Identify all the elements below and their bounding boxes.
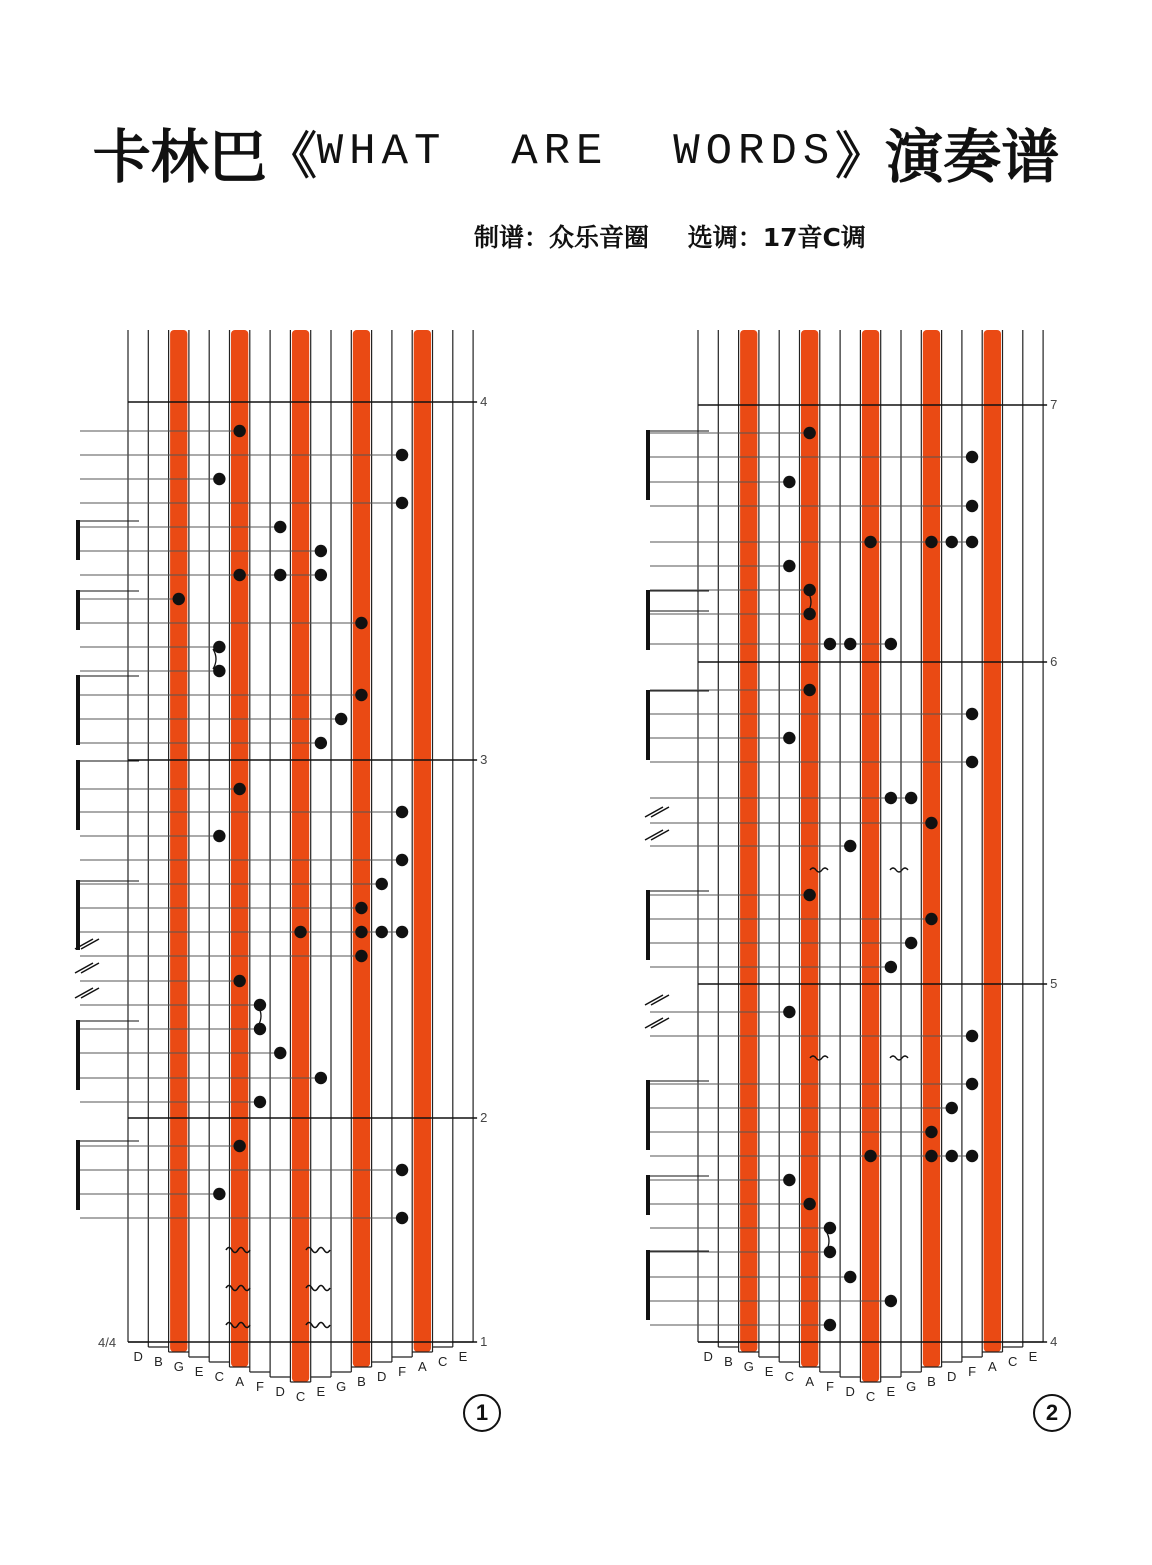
tine-label-D: D bbox=[947, 1369, 957, 1384]
tine-label-G: G bbox=[743, 1359, 754, 1374]
highlight-tine-C bbox=[862, 330, 879, 1382]
note-dot bbox=[966, 536, 978, 548]
tine-label-C: C bbox=[295, 1389, 306, 1404]
note-dot bbox=[864, 1150, 876, 1162]
note-dot bbox=[803, 684, 815, 696]
rhythm-bracket bbox=[646, 1250, 650, 1320]
note-dot bbox=[844, 638, 856, 650]
note-dot bbox=[885, 792, 897, 804]
note-dot bbox=[824, 1246, 836, 1258]
highlight-tine-B bbox=[923, 330, 940, 1367]
tine-label-D: D bbox=[133, 1349, 143, 1364]
note-dot bbox=[844, 1271, 856, 1283]
highlight-tine-G bbox=[740, 330, 757, 1352]
key-label: 选调：17音C调 bbox=[687, 223, 866, 252]
measure-number: 4 bbox=[1050, 1334, 1058, 1349]
note-dot bbox=[783, 476, 795, 488]
tine-label-D: D bbox=[275, 1384, 285, 1399]
note-dot bbox=[966, 1078, 978, 1090]
note-dot bbox=[925, 913, 937, 925]
tine-label-C: C bbox=[437, 1354, 448, 1369]
note-dot bbox=[803, 427, 815, 439]
note-dot bbox=[783, 1006, 795, 1018]
rhythm-bracket bbox=[646, 690, 650, 760]
tine-label-E: E bbox=[194, 1364, 204, 1379]
articulation-mark bbox=[645, 807, 669, 817]
measure-number: 6 bbox=[1050, 654, 1058, 669]
note-dot bbox=[966, 1150, 978, 1162]
tine-label-B: B bbox=[357, 1374, 366, 1389]
tine-label-C: C bbox=[865, 1389, 876, 1404]
tine-label-F: F bbox=[398, 1364, 407, 1379]
tine-label-B: B bbox=[927, 1374, 936, 1389]
tine-label-C: C bbox=[784, 1369, 795, 1384]
tine-label-F: F bbox=[968, 1364, 977, 1379]
tine-label-A: A bbox=[418, 1359, 427, 1374]
tine-label-G: G bbox=[336, 1379, 347, 1394]
note-dot bbox=[803, 1198, 815, 1210]
rhythm-bracket bbox=[646, 430, 650, 500]
title-suffix: 演奏谱 bbox=[885, 123, 1060, 191]
measure-number: 1 bbox=[480, 1334, 488, 1349]
rhythm-bracket bbox=[646, 890, 650, 960]
note-dot bbox=[824, 638, 836, 650]
tine-label-A: A bbox=[805, 1374, 814, 1389]
title-song: WHAT ARE WORDS bbox=[316, 127, 836, 177]
tine-label-E: E bbox=[316, 1384, 326, 1399]
arranger-label: 制谱：众乐音圈 bbox=[474, 223, 650, 252]
note-dot bbox=[783, 1174, 795, 1186]
note-dot bbox=[864, 536, 876, 548]
rhythm-bracket bbox=[646, 1175, 650, 1215]
note-dot bbox=[885, 1295, 897, 1307]
measure-number: 3 bbox=[480, 752, 488, 767]
note-dot bbox=[946, 536, 958, 548]
title-open-quote: 《 bbox=[266, 127, 317, 185]
tine-label-D: D bbox=[703, 1349, 713, 1364]
page-number-badge-1: 1 bbox=[463, 1394, 501, 1432]
note-dot bbox=[824, 1319, 836, 1331]
note-dot bbox=[885, 638, 897, 650]
note-dot bbox=[905, 937, 917, 949]
highlight-tine-A bbox=[984, 330, 1001, 1352]
note-dot bbox=[885, 961, 897, 973]
note-dot bbox=[905, 792, 917, 804]
tremolo-mark bbox=[890, 868, 908, 872]
note-dot bbox=[966, 451, 978, 463]
tine-label-F: F bbox=[825, 1379, 834, 1394]
articulation-mark bbox=[645, 995, 669, 1005]
tine-label-D: D bbox=[377, 1369, 387, 1384]
note-dot bbox=[925, 1150, 937, 1162]
measure-number: 4 bbox=[480, 394, 488, 409]
tine-label-E: E bbox=[764, 1364, 774, 1379]
tine-label-E: E bbox=[886, 1384, 896, 1399]
tine-label-E: E bbox=[458, 1349, 468, 1364]
tine-label-G: G bbox=[906, 1379, 917, 1394]
tine-label-F: F bbox=[255, 1379, 264, 1394]
note-dot bbox=[966, 708, 978, 720]
tine-label-B: B bbox=[724, 1354, 733, 1369]
tine-label-E: E bbox=[1028, 1349, 1038, 1364]
note-dot bbox=[803, 889, 815, 901]
note-dot bbox=[925, 1126, 937, 1138]
note-dot bbox=[966, 1030, 978, 1042]
tremolo-mark bbox=[890, 1056, 908, 1060]
note-dot bbox=[824, 1222, 836, 1234]
rhythm-bracket bbox=[646, 610, 650, 650]
note-dot bbox=[946, 1102, 958, 1114]
tine-label-C: C bbox=[1007, 1354, 1018, 1369]
articulation-mark bbox=[645, 1018, 669, 1028]
measure-number: 2 bbox=[480, 1110, 488, 1125]
note-dot bbox=[946, 1150, 958, 1162]
note-dot bbox=[966, 500, 978, 512]
tine-label-G: G bbox=[173, 1359, 184, 1374]
time-signature: 4/4 bbox=[98, 1335, 117, 1350]
highlight-tine-A bbox=[801, 330, 818, 1367]
measure-number: 7 bbox=[1050, 397, 1058, 412]
tine-label-A: A bbox=[235, 1374, 244, 1389]
note-dot bbox=[966, 756, 978, 768]
note-dot bbox=[925, 536, 937, 548]
rhythm-bracket bbox=[646, 1080, 650, 1150]
measure-number: 5 bbox=[1050, 976, 1058, 991]
tine-label-B: B bbox=[154, 1354, 163, 1369]
note-dot bbox=[783, 560, 795, 572]
note-dot bbox=[925, 817, 937, 829]
tine-label-C: C bbox=[214, 1369, 225, 1384]
articulation-mark bbox=[645, 830, 669, 840]
title-prefix: 卡林巴 bbox=[92, 123, 267, 191]
page-number-badge-2: 2 bbox=[1033, 1394, 1071, 1432]
title-close-quote: 》 bbox=[835, 127, 886, 185]
note-dot bbox=[783, 732, 795, 744]
note-dot bbox=[844, 840, 856, 852]
tine-label-A: A bbox=[988, 1359, 997, 1374]
tine-label-D: D bbox=[845, 1384, 855, 1399]
